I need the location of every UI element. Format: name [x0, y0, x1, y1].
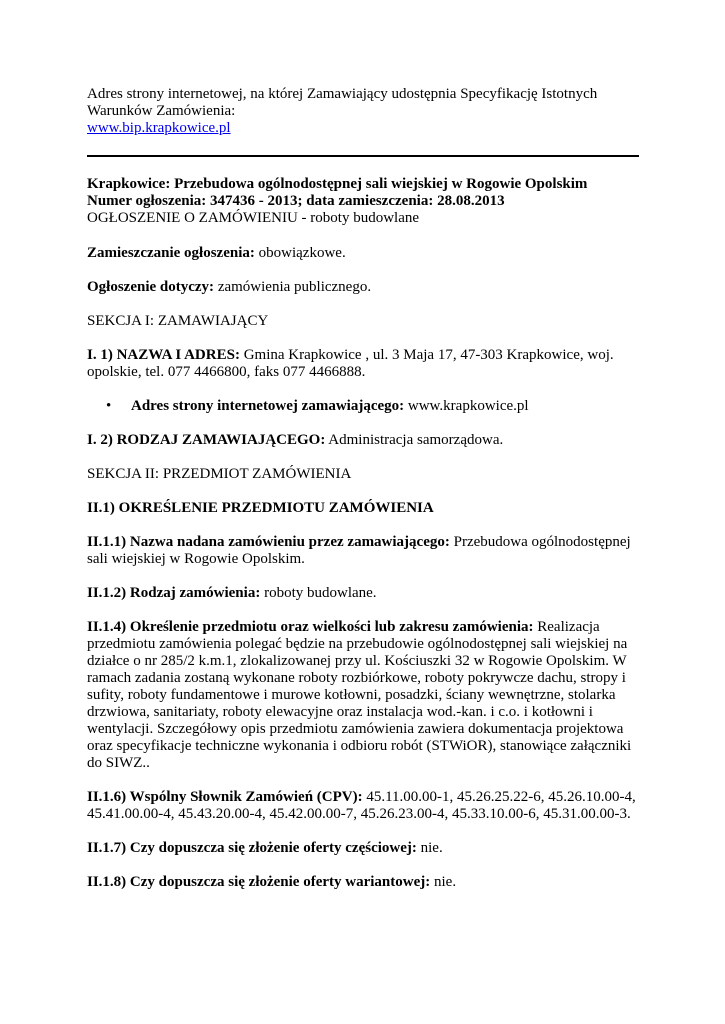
notice-number-line: Numer ogłoszenia: 347436 - 2013; data zamieszczenia: 28.08.2013 — [87, 193, 505, 209]
document-page — [87, 86, 639, 891]
notice-title: Krapkowice: Przebudowa ogólnodostępnej sali wiejskiej w Rogowie Opolskim — [87, 176, 588, 192]
item-114-label: II.1.4) Określenie przedmiotu oraz wielkości lub zakresu zamówienia: — [87, 619, 534, 635]
posting-field — [87, 245, 639, 262]
notice-header — [87, 176, 639, 227]
type-value: Administracja samorządowa. — [328, 432, 504, 448]
section1-name-address — [87, 347, 639, 381]
section2-heading: SEKCJA II: PRZEDMIOT ZAMÓWIENIA — [87, 466, 352, 482]
bip-link[interactable]: www.bip.krapkowice.pl — [87, 120, 231, 136]
posting-value: obowiązkowe. — [258, 245, 346, 261]
intro-text: Adres strony internetowej, na której Zamawiający udostępnia Specyfikację Istotnych Warunków Zamówienia: — [87, 86, 598, 119]
item-118-value: nie. — [434, 874, 457, 890]
item-117-value: nie. — [420, 840, 443, 856]
name-address-label: I. 1) NAZWA I ADRES: — [87, 347, 240, 363]
section1-heading: SEKCJA I: ZAMAWIAJĄCY — [87, 313, 269, 329]
intro-paragraph — [87, 86, 639, 137]
section2-subheading — [87, 500, 639, 517]
item-116-value: 45.11.00.00-1, 45.26.25.22-6, 45.26.10.00-4, 45.41.00.00-4, 45.43.20.00-4, 45.42.00.00-7, 45.26.23.00-4, 45.33.10.00-6, 45.31.00.00-3. — [87, 789, 636, 822]
bullet-icon: • — [106, 398, 112, 414]
subheading-text: II.1) OKREŚLENIE PRZEDMIOTU ZAMÓWIENIA — [87, 500, 434, 516]
item-111-value: Przebudowa ogólnodostępnej sali wiejskiej w Rogowie Opolskim. — [87, 534, 631, 567]
item-117 — [87, 840, 639, 857]
item-118 — [87, 874, 639, 891]
item-111 — [87, 534, 639, 568]
item-116-label: II.1.6) Wspólny Słownik Zamówień (CPV): — [87, 789, 363, 805]
name-address-value: Gmina Krapkowice , ul. 3 Maja 17, 47-303 Krapkowice, woj. opolskie, tel. 077 4466800, faks 077 4466888. — [87, 347, 614, 380]
item-111-label: II.1.1) Nazwa nadana zamówieniu przez zamawiającego: — [87, 534, 450, 550]
item-112-label: II.1.2) Rodzaj zamówienia: — [87, 585, 261, 601]
item-112 — [87, 585, 639, 602]
section1-type — [87, 432, 639, 449]
item-114-value: Realizacja przedmiotu zamówienia polegać będzie na przebudowie ogólnodostępnej sali wiejskiej na działce o nr 285/2 k.m.1, zlokalizowanej przy ul. Kościuszki 32 w Rogowie Opolskim. W ramach zadania zostaną wykonane roboty rozbiórkowe, roboty pokrywcze dachu, stropy i sufity, roboty fundamentowe i murowe kotłowni, posadzki, ściany wewnętrzne, stolarka drzwiowa, sanitariaty, roboty elewacyjne oraz instalacja wod.-kan. i c.o. i kotłowni i wentylacji. Szczegółowy opis przedmiotu zamówienia zawiera dokumentacja projektowa oraz specyfikacje techniczne wykonania i odbioru robót (STWiOR), stanowiące załączniki do SIWZ.. — [87, 619, 632, 771]
notice-type-line: OGŁOSZENIE O ZAMÓWIENIU - roboty budowlane — [87, 210, 420, 226]
concerns-value: zamówienia publicznego. — [217, 279, 372, 295]
item-117-label: II.1.7) Czy dopuszcza się złożenie oferty częściowej: — [87, 840, 417, 856]
item-118-label: II.1.8) Czy dopuszcza się złożenie oferty wariantowej: — [87, 874, 431, 890]
concerns-field — [87, 279, 639, 296]
website-label: Adres strony internetowej zamawiającego: — [131, 398, 405, 414]
item-116 — [87, 789, 639, 823]
item-112-value: roboty budowlane. — [264, 585, 377, 601]
concerns-label: Ogłoszenie dotyczy: — [87, 279, 215, 295]
item-114 — [87, 619, 639, 772]
website-value: www.krapkowice.pl — [407, 398, 529, 414]
website-bullet-item — [87, 398, 639, 415]
type-label: I. 2) RODZAJ ZAMAWIAJĄCEGO: — [87, 432, 326, 448]
posting-label: Zamieszczanie ogłoszenia: — [87, 245, 255, 261]
